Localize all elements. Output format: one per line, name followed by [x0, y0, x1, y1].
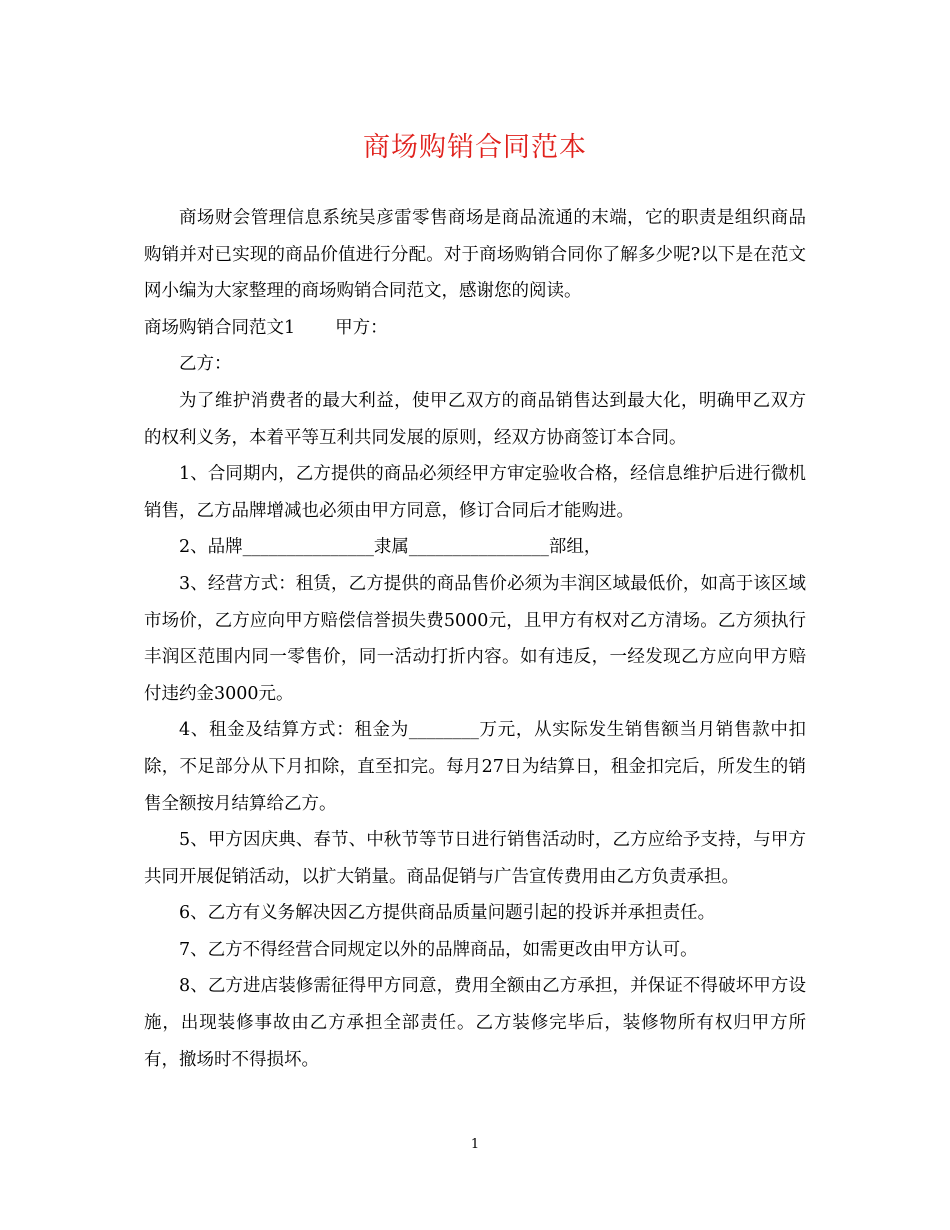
document-title: 商场购销合同范本: [363, 132, 587, 163]
clause-6: 6、乙方有义务解决因乙方提供商品质量问题引起的投诉并承担责任。: [179, 903, 716, 924]
sample-heading-line: [144, 310, 806, 347]
clause-4: 4、租金及结算方式：租金为________万元，从实际发生销售额当月销售款中扣除，不足部分从下月扣除，直至扣完。每月27日为结算日，租金扣完后，所发生的销售全额按月结算给乙方。: [144, 720, 806, 814]
clause-1: 1、合同期内，乙方提供的商品必须经甲方审定验收合格，经信息维护后进行微机销售，乙方品牌增减也必须由甲方同意，修订合同后才能购进。: [144, 464, 806, 521]
party-a-label: 甲方：: [335, 317, 388, 338]
clause-5: 5、甲方因庆典、春节、中秋节等节日进行销售活动时，乙方应给予支持，与甲方共同开展促销活动，以扩大销量。商品促销与广告宣传费用由乙方负责承担。: [144, 830, 806, 887]
clause-2: 2、品牌_______________隶属________________部组，: [179, 537, 602, 558]
party-b-label: 乙方：: [179, 354, 232, 375]
document-body: [144, 200, 806, 1078]
clause-7: 7、乙方不得经营合同规定以外的品牌商品，如需更改由甲方认可。: [179, 939, 698, 960]
clause-3: 3、经营方式：租赁，乙方提供的商品售价必须为丰润区域最低价，如高于该区域市场价，乙方应向甲方赔偿信誉损失费5000元，且甲方有权对乙方清场。乙方须执行丰润区范围内同一零售价，同一活动打折内容。如有违反，一经发现乙方应向甲方赔付违约金3000元。: [144, 573, 806, 704]
page-number: 1: [470, 1137, 480, 1152]
sample-label: 商场购销合同范文1: [144, 317, 296, 338]
intro-paragraph: 商场财会管理信息系统吴彦雷零售商场是商品流通的末端，它的职责是组织商品购销并对已实现的商品价值进行分配。对于商场购销合同你了解多少呢?以下是在范文网小编为大家整理的商场购销合同范文，感谢您的阅读。: [144, 208, 806, 302]
clause-8: 8、乙方进店装修需征得甲方同意，费用全额由乙方承担，并保证不得破坏甲方设施，出现装修事故由乙方承担全部责任。乙方装修完毕后，装修物所有权归甲方所有，撤场时不得损坏。: [144, 976, 806, 1070]
preamble-paragraph: 为了维护消费者的最大利益，使甲乙双方的商品销售达到最大化，明确甲乙双方的权利义务，本着平等互利共同发展的原则，经双方协商签订本合同。: [144, 390, 806, 448]
